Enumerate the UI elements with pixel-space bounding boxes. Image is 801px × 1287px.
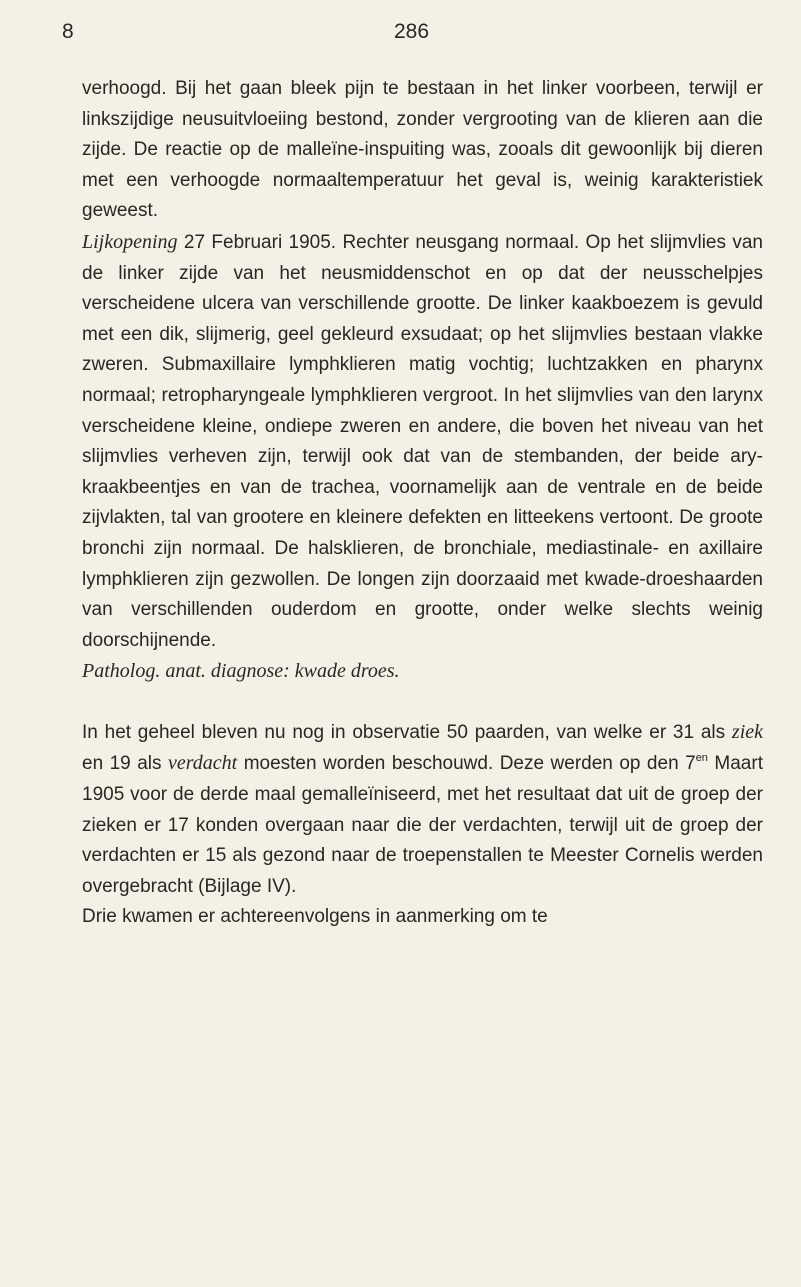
- paragraph-4-part-b: en 19 als: [82, 753, 168, 775]
- paragraph-4: [82, 717, 763, 903]
- ziek-term: ziek: [731, 720, 763, 743]
- page-number: 286: [394, 20, 430, 43]
- lijkopening-label: Lijkopening: [82, 230, 178, 253]
- paragraph-4-part-a: In het geheel bleven nu nog in observatie 50 paarden, van welke er 31 als: [82, 721, 732, 743]
- page-header: [62, 20, 763, 60]
- paragraph-2: [82, 227, 763, 656]
- paragraph-gap: [82, 687, 763, 717]
- paragraph-1: verhoogd. Bij het gaan bleek pijn te bestaan in het linker voorbeen, terwijl er linkszijdige neusuitvloeiing bestond, zonder vergrooting van de klieren aan die zijde. De reactie op de malleïne-inspuiting was, zooals dit gewoonlijk bij dieren met een verhoogde normaaltemperatuur het geval is, weinig karakteristiek geweest.: [82, 78, 763, 222]
- paragraph-4-part-d: Maart 1905 voor de derde maal gemalleïniseerd, met het resultaat dat uit de groep der zieken er 17 konden overgaan naar die der verdachten, terwijl uit de groep der verdachten er 15 als gezond naar de troepenstallen te Meester Cornelis werden overgebracht (Bijlage IV).: [82, 753, 763, 897]
- paragraph-4-part-c: moesten worden beschouwd. Deze werden op den 7: [237, 753, 696, 775]
- ordinal-superscript: en: [695, 752, 708, 765]
- paragraph-2-text: 27 Februari 1905. Rechter neusgang normaal. Op het slijmvlies van de linker zijde van het neusmiddenschot en op dat der neusschelpjes verscheidene ulcera van verschillende grootte. De linker kaakboezem is gevuld met een dik, slijmerig, geel gekleurd exsudaat; op het slijmvlies bestaan vlakke zweren. Submaxillaire lymphklieren matig vochtig; luchtzakken en pharynx normaal; retropharyngeale lymphklieren vergroot. In het slijmvlies van den larynx verscheidene kleine, ondiepe zweren en andere, die boven het niveau van het slijmvlies verheven zijn, terwijl ook dat van de stembanden, der beide ary-kraakbeentjes en van de trachea, voornamelijk aan de ventrale en de beide zijvlakten, tal van grootere en kleinere defekten en litteekens vertoont. De groote bronchi zijn normaal. De halsklieren, de bronchiale, mediastinale- en axillaire lymphklieren zijn gezwollen. De longen zijn doorzaaid met kwade-droeshaarden van verschillenden ouderdom en grootte, onder welke slechts weinig doorschijnende.: [82, 231, 763, 651]
- body-text: [82, 74, 763, 933]
- verdacht-term: verdacht: [167, 752, 238, 775]
- paragraph-5: Drie kwamen er achtereenvolgens in aanmerking om te: [82, 906, 548, 928]
- section-number: 8: [62, 20, 74, 43]
- diagnosis-line: Patholog. anat. diagnose: kwade droes.: [82, 660, 400, 683]
